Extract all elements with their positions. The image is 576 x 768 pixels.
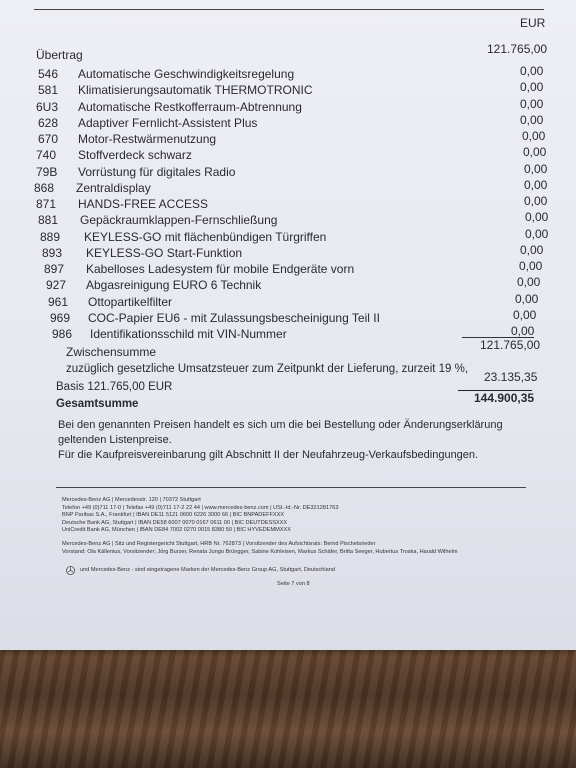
option-code: 670	[38, 132, 59, 146]
option-price: 0,00	[525, 210, 549, 225]
option-description: KEYLESS-GO mit flächenbündigen Türgriffen	[84, 229, 327, 244]
pricing-note	[58, 418, 528, 463]
option-price: 0,00	[524, 194, 548, 208]
option-row	[0, 307, 576, 325]
option-description: COC-Papier EU6 - mit Zulassungsbescheinigung Teil II	[88, 310, 380, 325]
footer-line: UniCredit Bank AG, München | IBAN DE84 7002 0270 0015 8380 50 | BIC HYVEDEMMXXX	[62, 527, 291, 534]
option-row	[0, 161, 576, 179]
option-price: 0,00	[520, 96, 544, 111]
subtotal-label: Zwischensumme	[66, 345, 157, 359]
option-price: 0,00	[522, 129, 546, 143]
option-description: Adaptiver Fernlicht-Assistent Plus	[78, 115, 258, 130]
option-code: 546	[38, 67, 59, 81]
option-description: Vorrüstung für digitales Radio	[78, 164, 236, 179]
option-price: 0,00	[515, 291, 539, 306]
page-number: Seite 7 von 8	[277, 581, 310, 587]
option-description: Klimatisierungsautomatik THERMOTRONIC	[78, 83, 313, 98]
option-description: HANDS-FREE ACCESS	[78, 197, 209, 211]
option-code: 79B	[36, 164, 58, 179]
carryover-value: 121.765,00	[487, 42, 548, 56]
option-code: 868	[34, 180, 55, 195]
vat-text: zuzüglich gesetzliche Umsatzsteuer zum Zeitpunkt der Lieferung, zurzeit 19 %,	[66, 363, 469, 375]
option-code: 6U3	[36, 99, 59, 114]
option-row	[0, 112, 576, 130]
option-description: Abgasreinigung EURO 6 Technik	[86, 278, 262, 293]
option-code: 889	[40, 229, 61, 244]
option-row	[0, 96, 576, 114]
option-code: 969	[50, 310, 71, 325]
option-price: 0,00	[525, 226, 549, 241]
option-price: 0,00	[511, 324, 535, 338]
footer-line: Telefon +49 (0)711 17-0 | Telefax +49 (0)711 17-2 22 44 | www.mercedes-benz.com | USt.-Id.-Nr. DE321281763	[62, 504, 339, 511]
option-row	[0, 226, 576, 244]
footer-line: BNP Paribas S.A., Frankfurt | IBAN DE11 5121 0600 6226 3000 66 | BIC BNPADEFFXXX	[62, 512, 285, 519]
footer-line: Mercedes-Benz AG | Mercedesstr. 120 | 70372 Stuttgart	[62, 497, 201, 503]
footer-company-info	[62, 497, 338, 535]
option-price: 0,00	[523, 145, 547, 160]
option-price: 0,00	[524, 177, 548, 192]
option-code: 897	[44, 262, 65, 276]
option-price: 0,00	[520, 64, 544, 78]
option-code: 740	[36, 148, 57, 163]
option-row	[0, 64, 576, 81]
option-row	[0, 291, 576, 309]
option-code: 986	[52, 327, 73, 341]
option-description: Stoffverdeck schwarz	[78, 148, 192, 163]
currency-label: EUR	[520, 16, 546, 30]
option-description: Automatische Restkofferraum-Abtrennung	[78, 99, 302, 114]
footer-line: Mercedes-Benz AG | Sitz und Registergericht Stuttgart, HRB Nr. 762873 | Vorsitzender des Aufsichtsrats: Bernd Pischetsrieder	[62, 541, 376, 547]
total-label: Gesamtsumme	[56, 398, 139, 410]
option-row	[0, 259, 576, 276]
option-description: Kabelloses Ladesystem für mobile Endgeräte vorn	[86, 262, 355, 276]
option-price: 0,00	[513, 307, 537, 322]
option-description: Ottopartikelfilter	[88, 294, 173, 309]
option-code: 871	[36, 197, 57, 211]
option-price: 0,00	[519, 259, 543, 273]
vat-basis: Basis 121.765,00 EUR	[56, 381, 173, 393]
vat-value: 23.135,35	[484, 370, 538, 384]
option-code: 628	[38, 115, 59, 130]
option-price: 0,00	[524, 161, 548, 176]
carryover-label: Übertrag	[36, 48, 83, 62]
option-row	[0, 210, 576, 228]
option-row	[0, 242, 576, 260]
footer-line: Deutsche Bank AG, Stuttgart | IBAN DE58 6007 0070 0167 0611 00 | BIC DEUTDESSXXX	[62, 519, 288, 526]
option-code: 961	[48, 294, 69, 309]
option-description: Zentraldisplay	[76, 180, 151, 195]
option-description: Gepäckraumklappen-Fernschließung	[80, 213, 278, 228]
note-line: Bei den genannten Preisen handelt es sich um die bei Bestellung oder Änderungserklärung geltenden Listenpreise.	[58, 419, 503, 446]
trademark-note: und Mercedes-Benz - sind eingetragene Marken der Mercedes-Benz Group AG, Stuttgart, Deutschland	[80, 567, 335, 573]
option-description: Identifikationsschild mit VIN-Nummer	[90, 327, 287, 341]
option-description: KEYLESS-GO Start-Funktion	[86, 245, 243, 260]
total-value: 144.900,35	[474, 391, 535, 405]
mercedes-star-logo-icon	[66, 566, 75, 575]
wooden-floor-background	[0, 648, 576, 768]
footer-board-info	[62, 541, 458, 556]
option-code: 927	[46, 278, 67, 293]
subtotal-value: 121.765,00	[480, 338, 541, 352]
option-price: 0,00	[520, 80, 544, 95]
option-code: 581	[38, 83, 59, 98]
option-row	[0, 80, 576, 98]
header-rule	[34, 9, 544, 10]
option-description: Motor-Restwärmenutzung	[78, 132, 217, 146]
option-row	[0, 177, 576, 195]
option-price: 0,00	[517, 275, 541, 290]
footer-rule	[56, 487, 526, 488]
option-row	[0, 145, 576, 163]
note-line: Für die Kaufpreisvereinbarung gilt Abschnitt II der Neufahrzeug-Verkaufsbedingungen.	[58, 449, 479, 461]
option-price: 0,00	[520, 112, 544, 127]
footer-line: Vorstand: Ola Källenius, Vorsitzender; Jörg Burzer, Renata Jungo Brüngger, Sabine Kohleisen, Markus Schäfer, Britta Seeger, Hubertus Troska, Harald Wilhelm	[62, 548, 458, 555]
option-row	[0, 194, 576, 211]
option-description: Automatische Geschwindigkeitsregelung	[78, 67, 295, 81]
option-price: 0,00	[520, 242, 544, 257]
option-row	[0, 129, 576, 146]
option-code: 881	[38, 213, 59, 228]
option-code: 893	[42, 245, 63, 260]
option-row	[0, 275, 576, 293]
